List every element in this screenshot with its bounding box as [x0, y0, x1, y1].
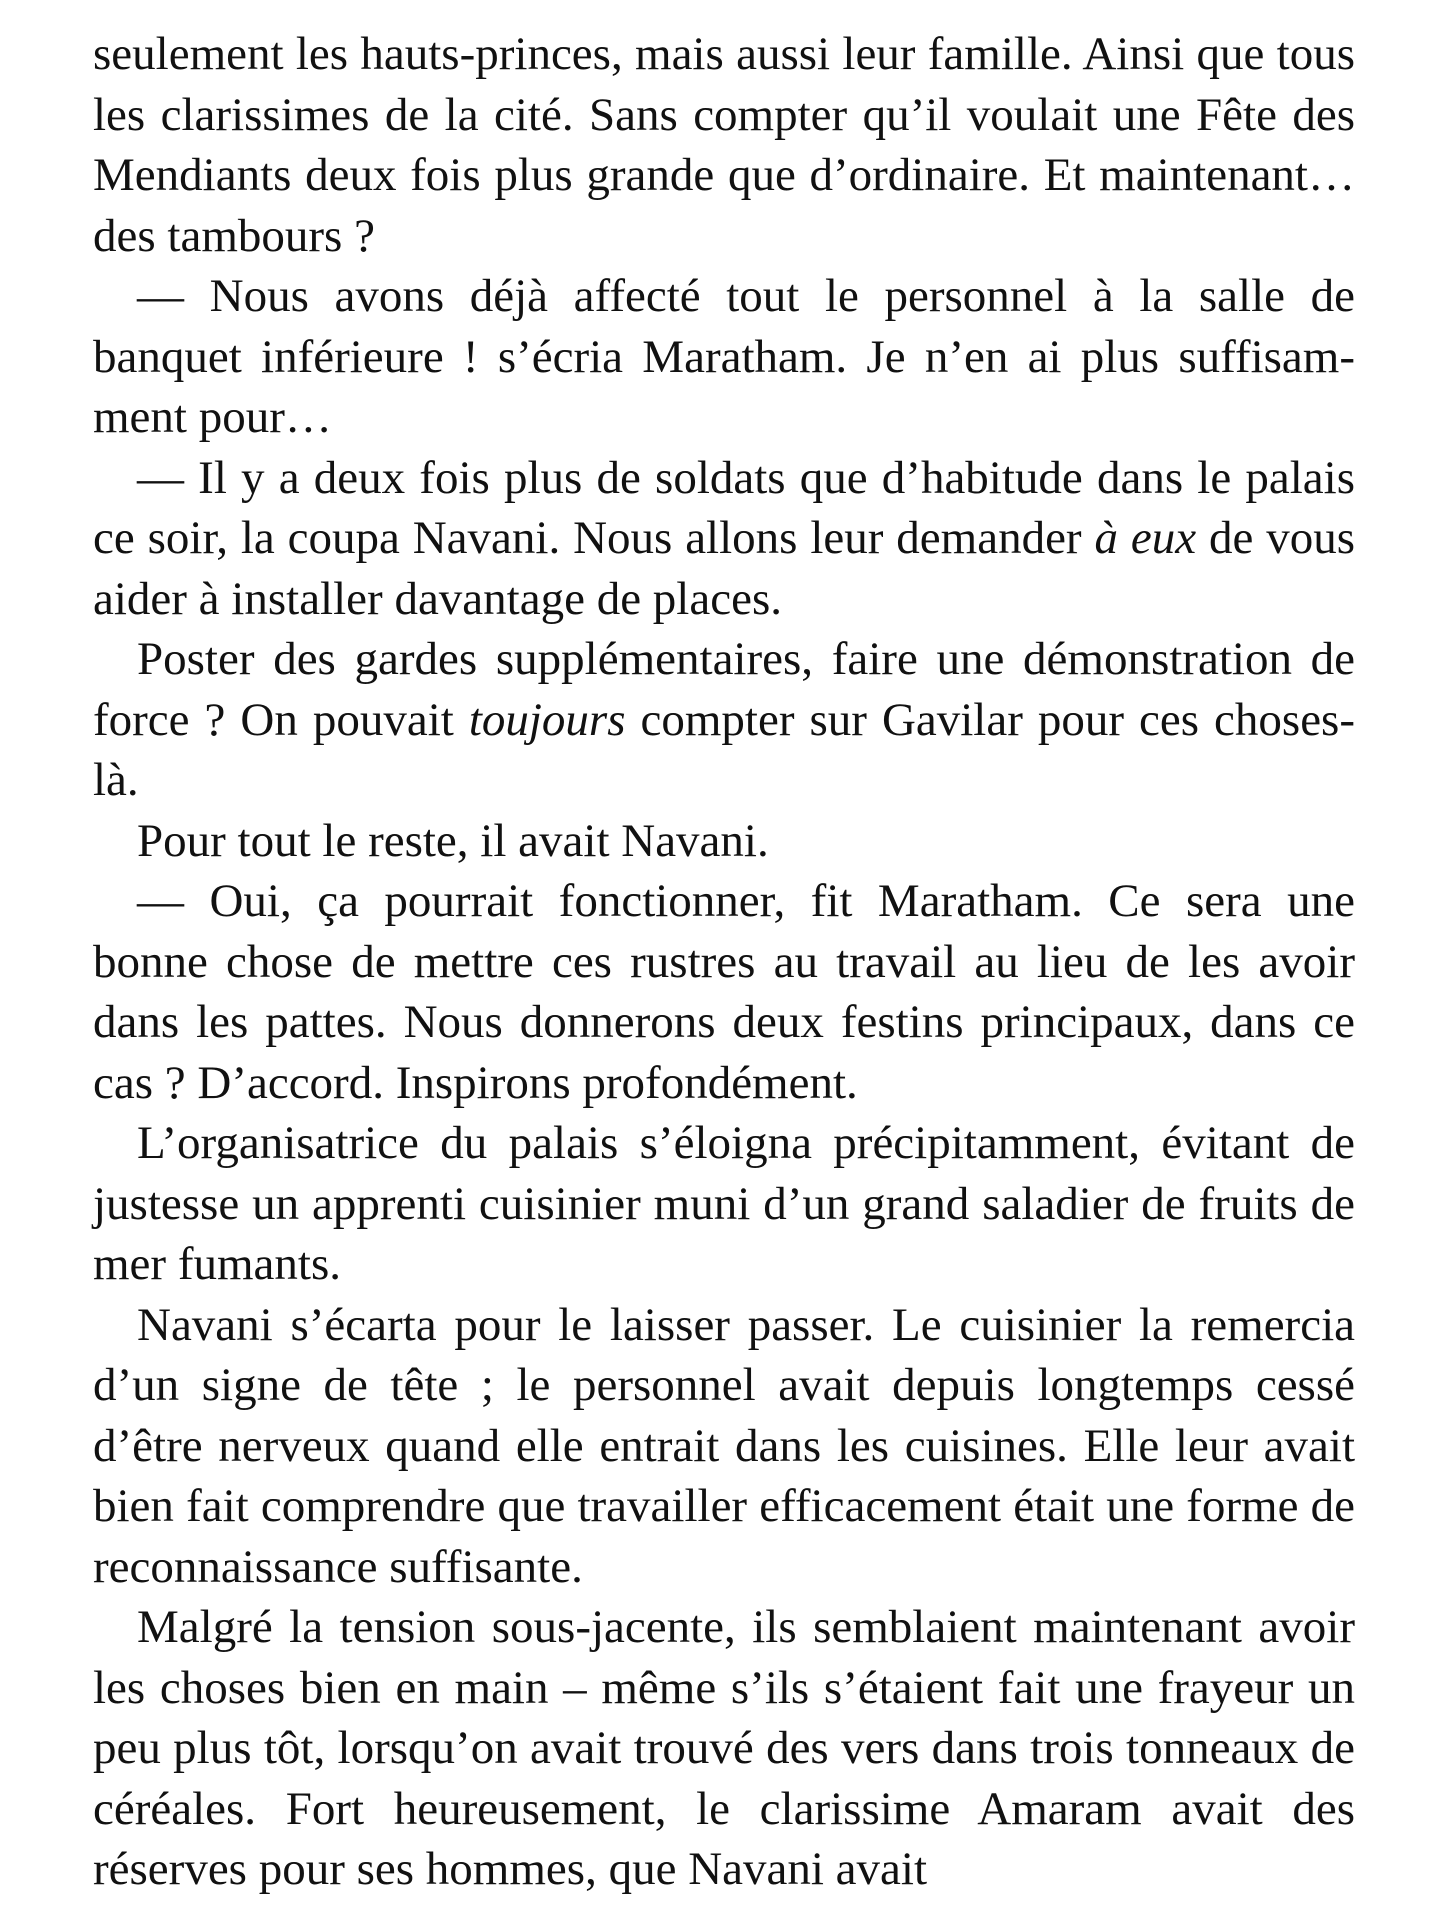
text-run: — Nous avons déjà affecté tout le personnel à la salle de banquet inférieure ! s’écria Maratham. Je n’en ai plus suffisamment pour… — [93, 270, 1355, 443]
text-run: compter sur Gavilar pour ces choses-là. — [93, 693, 1355, 806]
paragraph — [93, 448, 1355, 630]
paragraph — [93, 1597, 1355, 1900]
italic-emphasis: toujours — [468, 693, 626, 746]
paragraph — [93, 266, 1355, 448]
text-run: de vous aider à installer davantage de places. — [93, 512, 1355, 625]
text-run: L’organisatrice du palais s’éloigna précipitamment, évitant de justesse un apprenti cuisinier muni d’un grand saladier de fruits de mer fumants. — [93, 1117, 1355, 1290]
text-run: seulement les hauts-princes, mais aussi leur famille. Ainsi que tous les clarissimes de la cité. Sans compter qu’il voulait une Fête des Mendiants deux fois plus grande que d’ordinaire. Et maintenant… des tambours ? — [93, 28, 1355, 262]
text-run: Poster des gardes supplémentaires, faire une démonstration de force ? On pouvait — [93, 633, 1355, 746]
paragraph — [93, 1295, 1355, 1598]
text-run: — Oui, ça pourrait fonctionner, fit Maratham. Ce sera une bonne chose de mettre ces rustres au travail au lieu de les avoir dans les pattes. Nous donnerons deux festins principaux, dans ce cas ? D’accord. Inspirons profondément. — [93, 875, 1355, 1109]
text-run: — Il y a deux fois plus de soldats que d’habitude dans le palais ce soir, la coupa Navani. Nous allons leur demander — [93, 451, 1355, 564]
paragraph — [93, 24, 1355, 266]
text-run: Pour tout le reste, il avait Navani. — [137, 814, 769, 867]
paragraph — [93, 811, 1355, 872]
text-run: Malgré la tension sous-jacente, ils semblaient maintenant avoir les choses bien en main – même s’ils s’étaient fait une frayeur un peu plus tôt, lorsqu’on avait trouvé des vers dans trois tonneaux de céréales. Fort heureusement, le clarissime Amaram avait des réserves pour ses hommes, que Navani avait — [93, 1601, 1355, 1895]
paragraph — [93, 871, 1355, 1113]
book-page — [93, 24, 1355, 1900]
paragraph — [93, 629, 1355, 811]
text-run: Navani s’écarta pour le laisser passer. Le cuisinier la remercia d’un signe de tête ; le personnel avait depuis longtemps cessé d’être nerveux quand elle entrait dans les cuisines. Elle leur avait bien fait comprendre que travailler efficacement était une forme de reconnaissance suffisante. — [93, 1298, 1355, 1593]
paragraph — [93, 1113, 1355, 1295]
italic-emphasis: à eux — [1094, 512, 1197, 564]
